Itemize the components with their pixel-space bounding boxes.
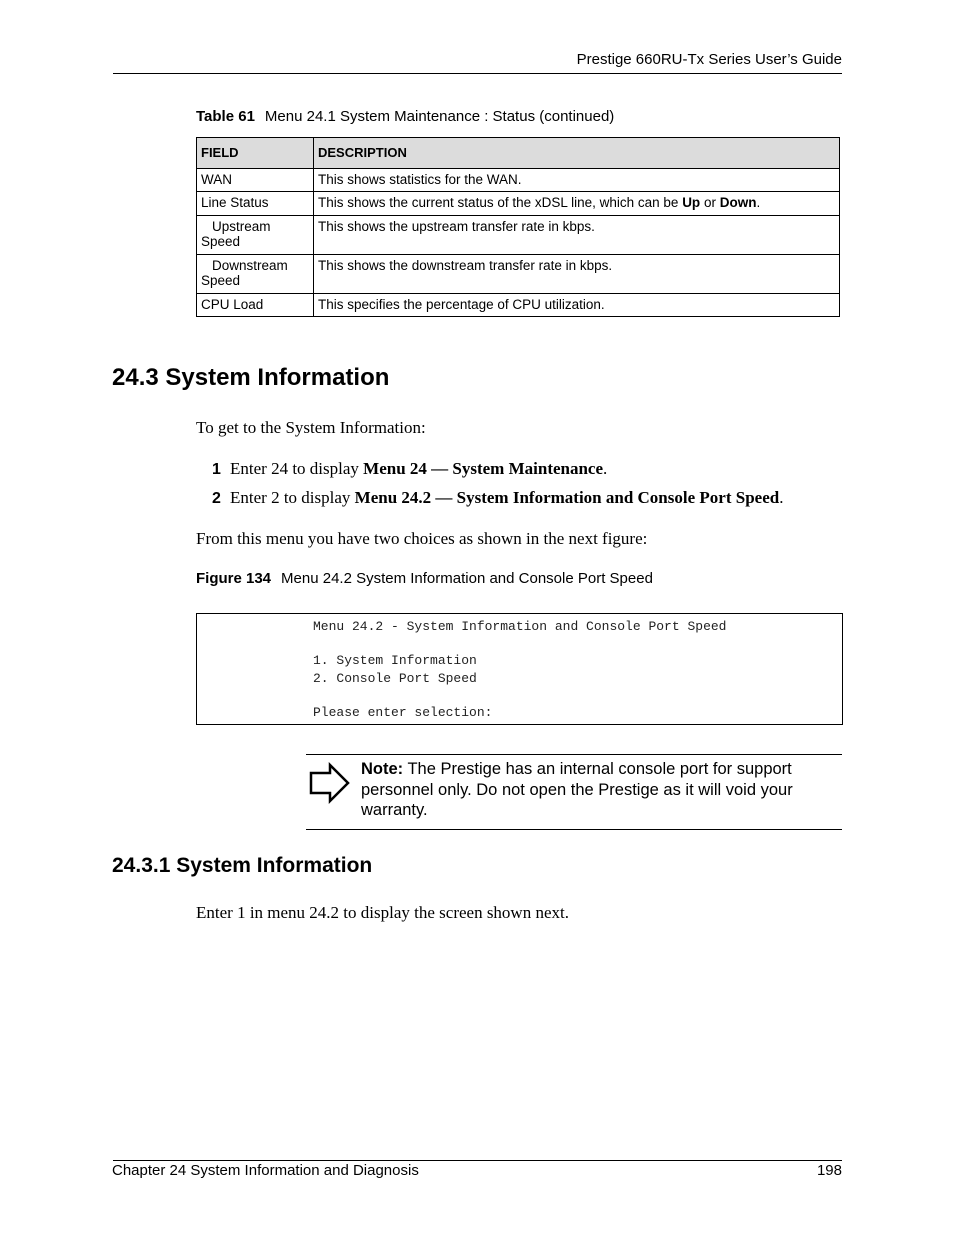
footer-rule	[113, 1160, 842, 1161]
description-cell: This shows the downstream transfer rate in kbps.	[314, 254, 840, 293]
footer-chapter: Chapter 24 System Information and Diagnosis	[112, 1162, 419, 1179]
console-line: Menu 24.2 - System Information and Console Port Speed	[313, 619, 727, 634]
desc-text: This shows the current status of the xDSL line, which can be	[318, 195, 683, 210]
field-cell: Line Status	[197, 192, 314, 216]
note-divider	[306, 829, 842, 830]
table-row	[197, 293, 840, 317]
step-bold: Menu 24.2 — System Information and Console Port Speed	[354, 488, 780, 507]
figure-label: Figure 134	[196, 570, 272, 587]
description-cell: This shows the upstream transfer rate in kbps.	[314, 215, 840, 254]
step-item	[212, 488, 783, 508]
field-cell: WAN	[197, 168, 314, 192]
page-number: 198	[816, 1162, 842, 1179]
description-cell	[314, 192, 840, 216]
table-caption-label: Table 61	[196, 108, 255, 125]
step-text: .	[603, 459, 608, 478]
desc-text: or	[700, 195, 720, 210]
step-text: .	[779, 488, 784, 507]
field-cell	[197, 215, 314, 254]
description-cell: This shows statistics for the WAN.	[314, 168, 840, 192]
table-row	[197, 168, 840, 192]
status-table	[196, 137, 840, 317]
field-cell	[197, 254, 314, 293]
field-text: Downstream	[212, 257, 288, 273]
choices-paragraph: From this menu you have two choices as shown in the next figure:	[196, 529, 648, 548]
header-title: Prestige 660RU-Tx Series User’s Guide	[576, 51, 842, 68]
table-caption	[196, 108, 614, 125]
console-line: Please enter selection:	[313, 705, 493, 720]
console-screen	[196, 613, 843, 725]
table-caption-text: Menu 24.1 System Maintenance : Status (continued)	[264, 108, 615, 125]
desc-bold-down: Down	[719, 195, 757, 210]
field-text: Speed	[201, 234, 241, 249]
table-row	[197, 192, 840, 216]
subsection-paragraph: Enter 1 in menu 24.2 to display the screen shown next.	[196, 903, 569, 922]
figure-caption	[196, 570, 653, 587]
desc-bold-up: Up	[682, 195, 701, 210]
step-number: 2	[212, 490, 221, 507]
step-text: Enter 2 to display	[230, 488, 355, 507]
step-item	[212, 459, 607, 479]
note-divider	[306, 754, 842, 755]
note-text	[361, 759, 831, 821]
column-header-field: FIELD	[197, 138, 314, 169]
step-bold: Menu 24 — System Maintenance	[363, 459, 604, 478]
table-header-row	[197, 138, 840, 169]
step-number: 1	[212, 461, 221, 478]
intro-paragraph: To get to the System Information:	[196, 418, 426, 437]
arrow-right-icon	[308, 762, 352, 811]
step-text: Enter 24 to display	[230, 459, 364, 478]
desc-text: .	[756, 195, 761, 210]
subsection-heading: 24.3.1 System Information	[112, 854, 373, 877]
description-cell: This specifies the percentage of CPU utilization.	[314, 293, 840, 317]
console-line: 2. Console Port Speed	[313, 671, 477, 686]
section-heading: 24.3 System Information	[112, 364, 390, 391]
note-body: The Prestige has an internal console port for support personnel only. Do not open the Prestige as it will void your warranty.	[361, 760, 793, 819]
note-label: Note:	[361, 760, 404, 778]
field-text: Upstream	[212, 218, 271, 234]
field-text: Speed	[201, 273, 241, 288]
table-row	[197, 215, 840, 254]
table-row	[197, 254, 840, 293]
header-rule	[113, 73, 842, 74]
field-cell: CPU Load	[197, 293, 314, 317]
column-header-description: DESCRIPTION	[314, 138, 840, 169]
figure-caption-text: Menu 24.2 System Information and Console Port Speed	[281, 570, 653, 587]
console-line: 1. System Information	[313, 653, 477, 668]
